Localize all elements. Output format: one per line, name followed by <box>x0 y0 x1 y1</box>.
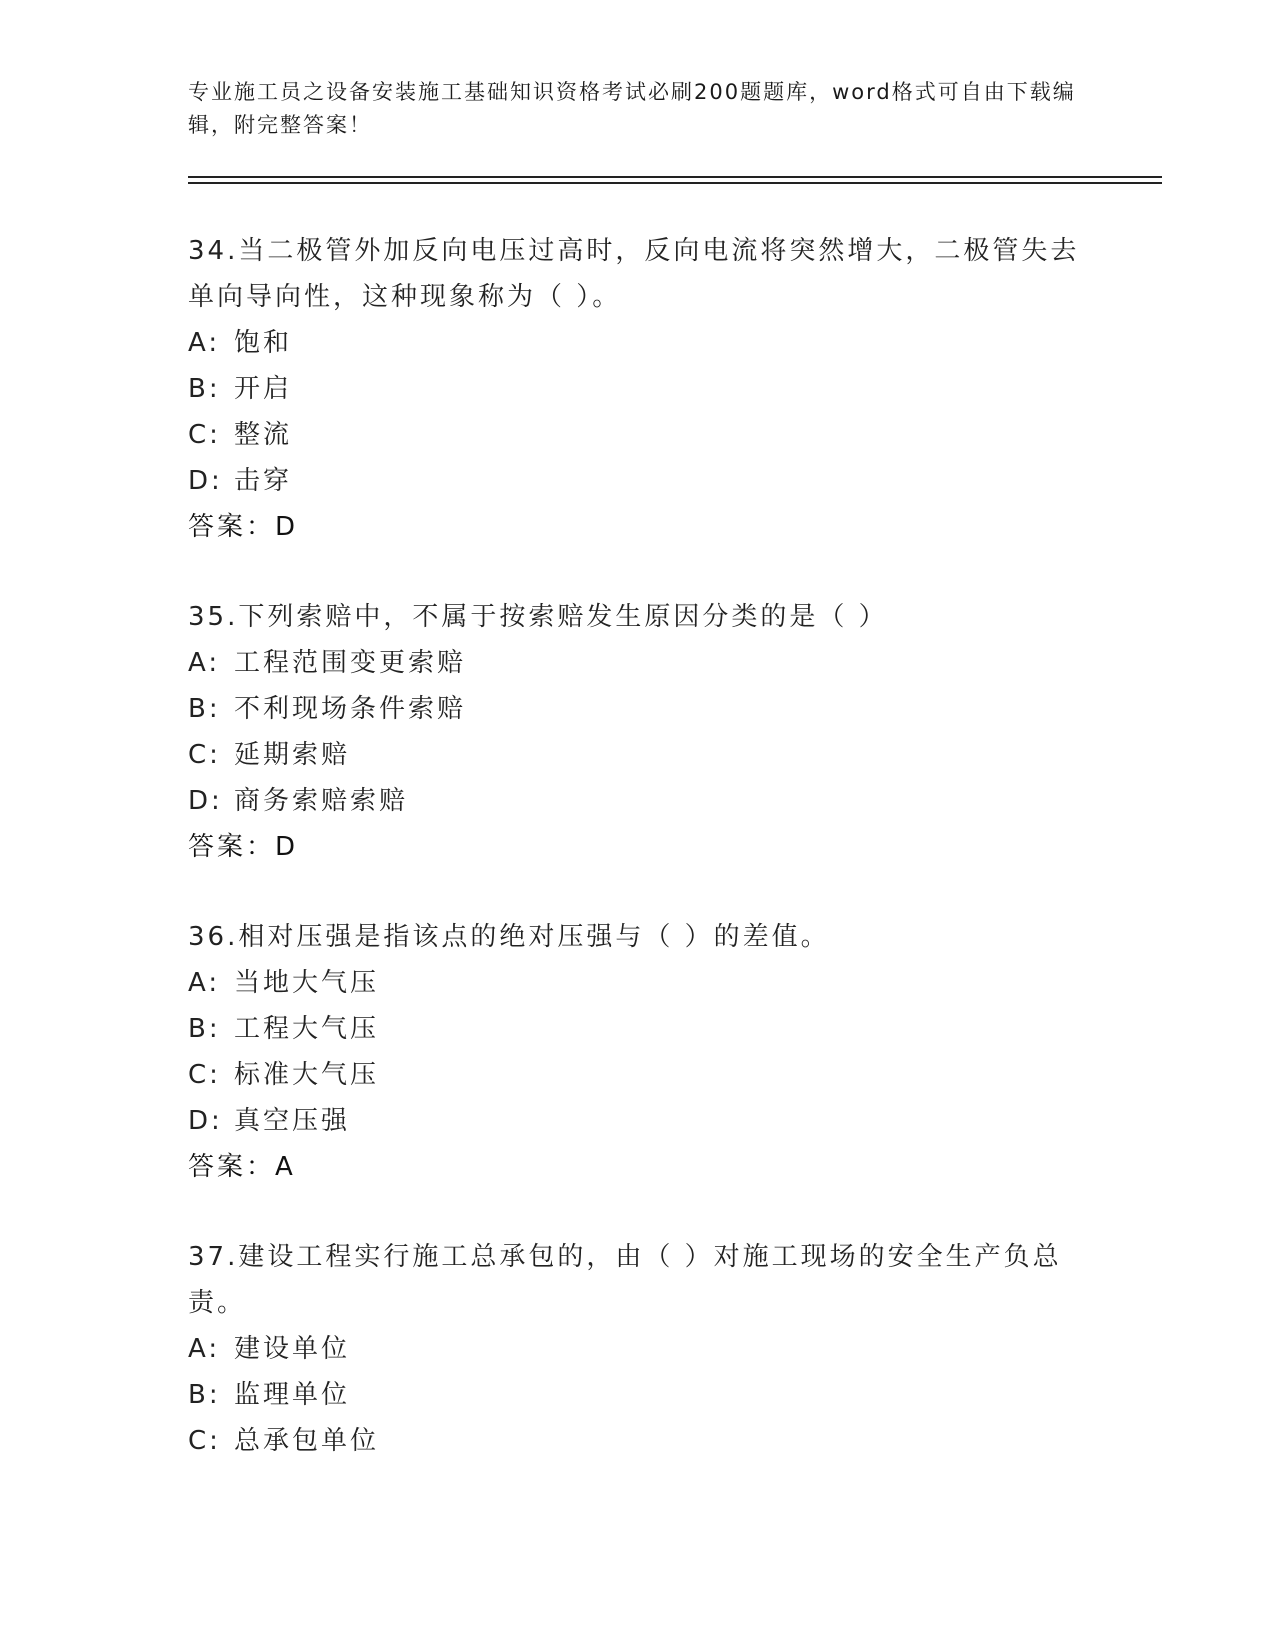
option-d <box>188 1098 1088 1144</box>
option-text: 击穿 <box>234 466 293 496</box>
option-key: D: <box>188 1106 223 1136</box>
option-key: D: <box>188 466 223 496</box>
document-header <box>188 76 1088 142</box>
option-text: 不利现场条件索赔 <box>234 694 467 724</box>
question-35 <box>188 594 1088 870</box>
option-text: 商务索赔索赔 <box>234 786 409 816</box>
option-c <box>188 412 1088 458</box>
option-a <box>188 960 1088 1006</box>
option-b <box>188 366 1088 412</box>
option-d <box>188 458 1088 504</box>
option-b <box>188 686 1088 732</box>
option-key: A: <box>188 968 221 998</box>
option-text: 当地大气压 <box>234 968 380 998</box>
option-key: C: <box>188 1426 221 1456</box>
option-key: C: <box>188 420 221 450</box>
option-text: 饱和 <box>234 328 293 358</box>
option-c <box>188 1418 1088 1464</box>
option-text: 建设单位 <box>234 1334 351 1364</box>
question-stem: 36.相对压强是指该点的绝对压强与（ ）的差值。 <box>188 922 830 952</box>
answer-line: 答案：A <box>188 1152 296 1182</box>
header-title: 专业施工员之设备安装施工基础知识资格考试必刷200题题库，word格式可自由下载编辑，附完整答案！ <box>188 80 1076 137</box>
option-key: B: <box>188 1380 221 1410</box>
option-text: 延期索赔 <box>234 740 351 770</box>
option-c <box>188 732 1088 778</box>
option-key: C: <box>188 740 221 770</box>
option-key: B: <box>188 694 221 724</box>
option-a <box>188 320 1088 366</box>
option-text: 工程大气压 <box>234 1014 380 1044</box>
option-text: 监理单位 <box>234 1380 351 1410</box>
option-b <box>188 1006 1088 1052</box>
option-key: A: <box>188 648 221 678</box>
option-c <box>188 1052 1088 1098</box>
option-text: 真空压强 <box>234 1106 351 1136</box>
header-rule-bottom <box>188 182 1162 184</box>
option-key: B: <box>188 1014 221 1044</box>
option-a <box>188 1326 1088 1372</box>
option-b <box>188 1372 1088 1418</box>
answer-line: 答案：D <box>188 512 299 542</box>
question-stem: 34.当二极管外加反向电压过高时，反向电流将突然增大，二极管失去单向导向性，这种现象称为（ ）。 <box>188 236 1080 312</box>
question-37 <box>188 1234 1088 1464</box>
question-stem: 37.建设工程实行施工总承包的，由（ ）对施工现场的安全生产负总责。 <box>188 1242 1062 1318</box>
option-d <box>188 778 1088 824</box>
question-36 <box>188 914 1088 1190</box>
question-stem: 35.下列索赔中，不属于按索赔发生原因分类的是（ ） <box>188 602 888 632</box>
option-key: B: <box>188 374 221 404</box>
option-a <box>188 640 1088 686</box>
option-text: 开启 <box>234 374 293 404</box>
option-text: 工程范围变更索赔 <box>234 648 467 678</box>
answer-line: 答案：D <box>188 832 299 862</box>
option-key: A: <box>188 328 221 358</box>
question-34 <box>188 228 1088 550</box>
header-rule-top <box>188 176 1162 178</box>
option-text: 整流 <box>234 420 293 450</box>
option-key: C: <box>188 1060 221 1090</box>
option-key: A: <box>188 1334 221 1364</box>
option-text: 总承包单位 <box>234 1426 380 1456</box>
option-text: 标准大气压 <box>234 1060 380 1090</box>
option-key: D: <box>188 786 223 816</box>
